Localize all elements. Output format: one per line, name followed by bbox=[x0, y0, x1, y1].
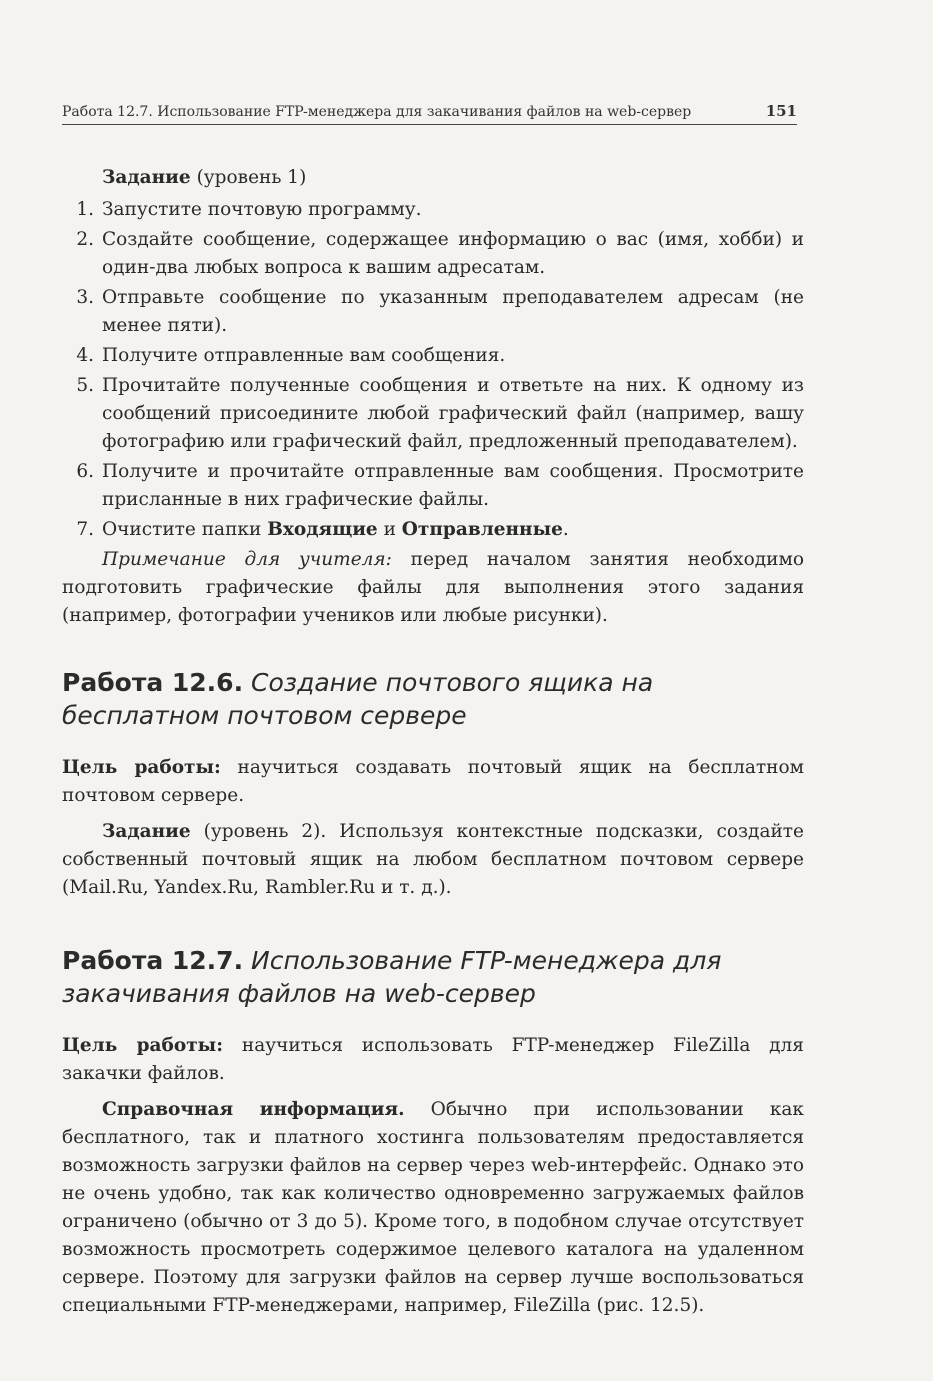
step7-prefix: Очистите папки bbox=[102, 519, 268, 540]
step-number: 4. bbox=[76, 345, 94, 366]
work-number: Работа 12.7. bbox=[62, 946, 244, 975]
reference-label: Справочная информация. bbox=[102, 1099, 405, 1120]
work-title: Использование FTP-менеджера для закачивания файлов на web-сервер bbox=[62, 946, 722, 1008]
task-label: Задание bbox=[102, 821, 191, 842]
note-label: Примечание для учителя: bbox=[102, 549, 392, 570]
goal-label: Цель работы: bbox=[62, 1035, 224, 1056]
step-number: 3. bbox=[76, 287, 94, 308]
work-number: Работа 12.6. bbox=[62, 668, 244, 697]
task-text: (уровень 2). Используя контекстные подсказки, создайте собственный почтовый ящик на любом бесплатном почтовом сервере (Mail.Ru, Yandex.Ru, Rambler.Ru и т. д.). bbox=[62, 821, 804, 898]
reference-text: Обычно при использовании как бесплатного, так и платного хостинга пользователям предоставляется возможность загрузки файлов на сервер через web-интерфейс. Однако это не очень удобно, так как количество одновременно загружаемых файлов ограничено (обычно от 3 до 5). Кроме того, в подобном случае отсутствует возможность просмотреть содержимое целевого каталога на удаленном сервере. Поэтому для загрузки файлов на сервер лучше воспользоваться специальными FTP-менеджерами, например, FileZilla (рис. 12.5). bbox=[62, 1099, 804, 1316]
goal-label: Цель работы: bbox=[62, 757, 221, 778]
goal-text: научиться использовать FTP-менеджер FileZilla для закачки файлов. bbox=[62, 1035, 804, 1084]
step-number: 2. bbox=[76, 229, 94, 250]
step-text bbox=[102, 516, 804, 544]
work-12-6-goal bbox=[62, 754, 804, 810]
step-text: Прочитайте полученные сообщения и ответьте на них. К одному из сообщений присоедините любой графический файл (например, вашу фотографию или графический файл, предложенный преподавателем). bbox=[102, 375, 804, 452]
list-item bbox=[62, 196, 804, 224]
page-number: 151 bbox=[765, 102, 797, 120]
step7-end: . bbox=[562, 519, 569, 540]
list-item bbox=[62, 458, 804, 514]
list-item bbox=[62, 342, 804, 370]
folder-inbox: Входящие bbox=[267, 519, 378, 540]
step-text: Создайте сообщение, содержащее информацию о вас (имя, хобби) и один-два любых вопроса к вашим адресатам. bbox=[102, 229, 804, 278]
work-12-6-task bbox=[62, 818, 804, 902]
note-text: перед началом занятия необходимо подготовить графические файлы для выполнения этого задания (например, фотографии учеников или любые рисунки). bbox=[62, 549, 804, 626]
folder-sent: Отправленные bbox=[401, 519, 563, 540]
step-number: 5. bbox=[76, 375, 94, 396]
task1-label: Задание bbox=[102, 167, 191, 188]
step-number: 7. bbox=[76, 519, 94, 540]
list-item bbox=[62, 372, 804, 456]
work-12-7-goal bbox=[62, 1032, 804, 1088]
running-title: Работа 12.7. Использование FTP-менеджера для закачивания файлов на web-сервер bbox=[62, 104, 692, 120]
work-12-6-heading bbox=[62, 666, 804, 732]
list-item bbox=[62, 516, 804, 544]
task1-level: (уровень 1) bbox=[190, 167, 307, 188]
step-text: Получите и прочитайте отправленные вам сообщения. Просмотрите присланные в них графические файлы. bbox=[102, 461, 804, 510]
step-number: 6. bbox=[76, 461, 94, 482]
step-text: Отправьте сообщение по указанным преподавателем адресам (не менее пяти). bbox=[102, 287, 804, 336]
goal-text: научиться создавать почтовый ящик на бесплатном почтовом сервере. bbox=[62, 757, 804, 806]
task1-steps bbox=[62, 196, 804, 544]
list-item bbox=[62, 284, 804, 340]
teacher-note bbox=[62, 546, 804, 630]
task1-heading bbox=[62, 164, 804, 192]
step-text: Получите отправленные вам сообщения. bbox=[102, 345, 506, 366]
step-text: Запустите почтовую программу. bbox=[102, 199, 422, 220]
work-12-7-reference bbox=[62, 1096, 804, 1320]
list-item bbox=[62, 226, 804, 282]
page-content bbox=[62, 164, 804, 1320]
work-title: Создание почтового ящика на бесплатном почтовом сервере bbox=[62, 668, 654, 730]
work-12-7-heading bbox=[62, 944, 804, 1010]
step7-and: и bbox=[377, 519, 402, 540]
running-header bbox=[62, 102, 797, 125]
step-number: 1. bbox=[76, 199, 94, 220]
